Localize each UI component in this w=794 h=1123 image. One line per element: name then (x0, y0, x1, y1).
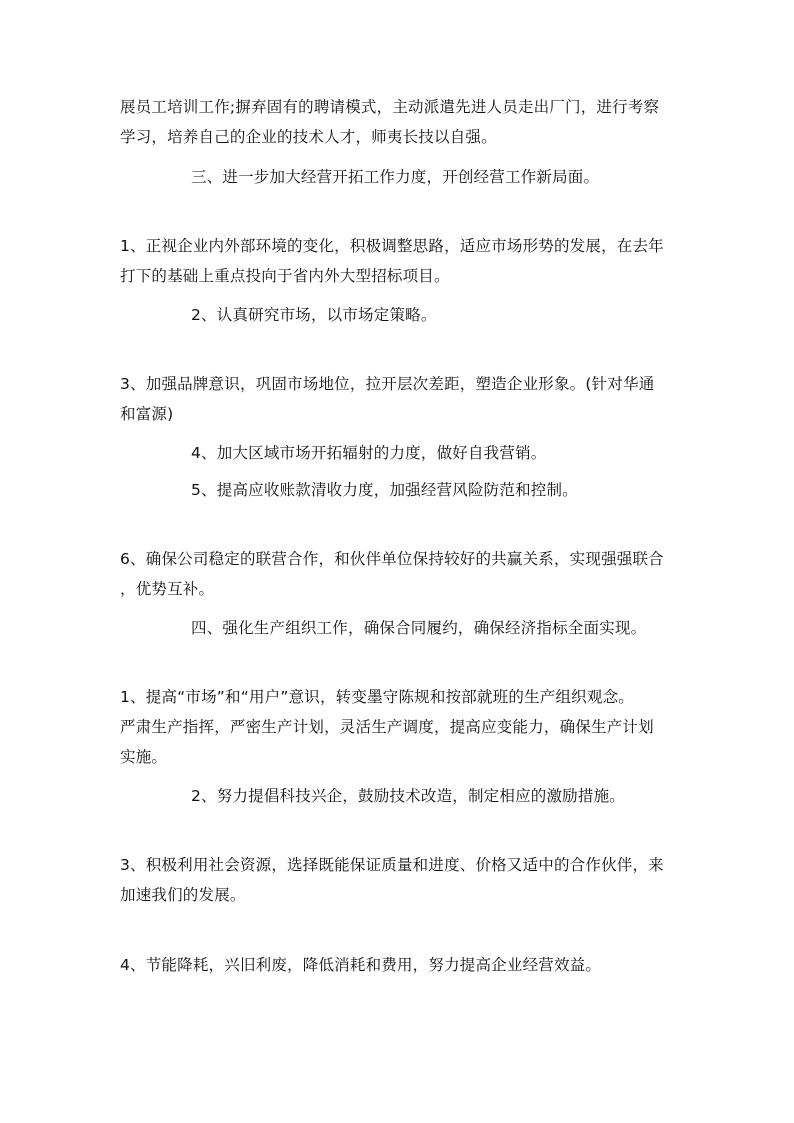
paragraph-line: 打下的基础上重点投向于省内外大型招标项目。 (120, 267, 450, 285)
paragraph-line: 展员工培训工作;摒弃固有的聘请模式，主动派遣先进人员走出厂门，进行考察 (120, 98, 660, 116)
list-item: 3、加强品牌意识，巩固市场地位，拉开层次差距，塑造企业形象。(针对华通 (120, 375, 655, 393)
paragraph-line: 学习，培养自己的企业的技术人才，师夷长技以自强。 (120, 128, 497, 146)
list-item: 6、确保公司稳定的联营合作，和伙伴单位保持较好的共赢关系，实现强强联合 (120, 550, 664, 568)
list-item: 3、积极利用社会资源，选择既能保证质量和进度、价格又适中的合作伙伴，来 (120, 856, 664, 874)
list-item: 4、加大区域市场开拓辐射的力度，做好自我营销。 (191, 444, 547, 462)
list-item: 2、努力提倡科技兴企，鼓励技术改造，制定相应的激励措施。 (191, 787, 625, 805)
paragraph-line: 实施。 (120, 748, 168, 766)
list-item: 1、正视企业内外部环境的变化，积极调整思路，适应市场形势的发展，在去年 (120, 237, 664, 255)
paragraph-line: 加速我们的发展。 (120, 886, 246, 904)
paragraph-line: ，优势互补。 (120, 580, 215, 598)
list-item: 4、节能降耗，兴旧利废，降低消耗和费用，努力提高企业经营效益。 (120, 956, 602, 974)
section-heading: 四、强化生产组织工作，确保合同履约，确保经济指标全面实现。 (191, 619, 647, 637)
paragraph-line: 和富源) (120, 405, 174, 423)
list-item: 1、提高“市场”和“用户”意识，转变墨守陈规和按部就班的生产组织观念。 (120, 688, 634, 706)
section-heading: 三、进一步加大经营开拓工作力度，开创经营工作新局面。 (191, 168, 600, 186)
list-item: 5、提高应收账款清收力度，加强经营风险防范和控制。 (191, 481, 578, 499)
paragraph-line: 严肃生产指挥，严密生产计划，灵活生产调度，提高应变能力，确保生产计划 (120, 718, 654, 736)
list-item: 2、认真研究市场，以市场定策略。 (191, 306, 437, 324)
